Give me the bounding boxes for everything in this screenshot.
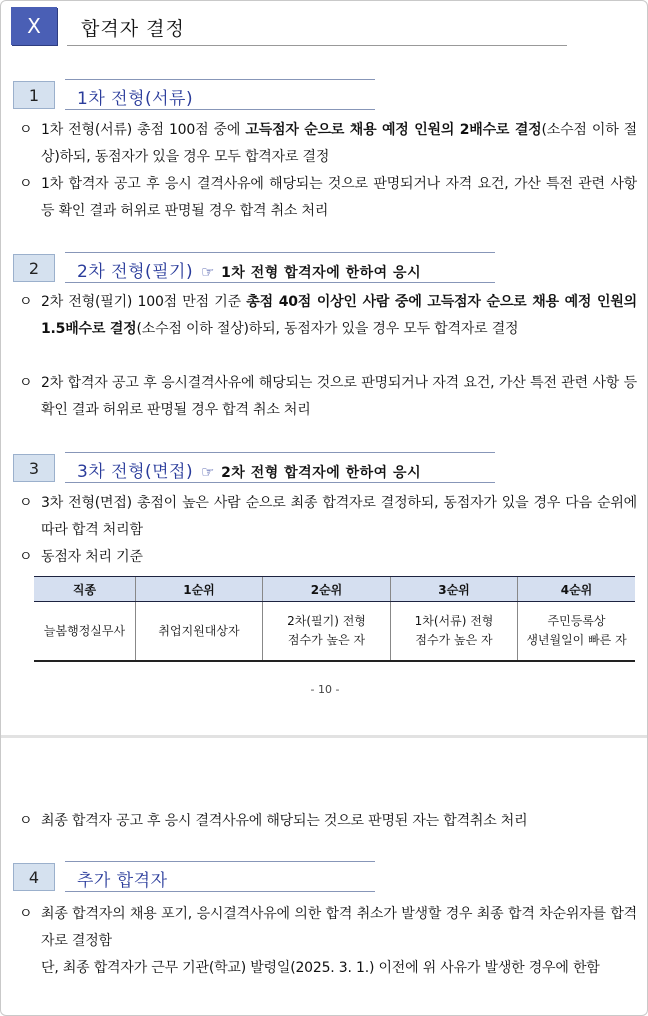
table-cell: 2차(필기) 전형 점수가 높은 자 — [263, 602, 391, 662]
section-3-paragraph-2: ㅇ 동점자 처리 기준 — [19, 544, 637, 571]
section-3-title: 3차 전형(면접) ☞ 2차 전형 합격자에 한하여 응시 — [77, 462, 422, 482]
bullet-icon: ㅇ — [19, 495, 33, 511]
section-1-paragraph-1: ㅇ 1차 전형(서류) 총점 100점 중에 고득점자 순으로 채용 예정 인원의 2배수로 결정(소수점 이하 절상)하되, 동점자가 있을 경우 모두 합격자로 결정 — [19, 117, 637, 171]
table-cell: 취업지원대상자 — [136, 602, 263, 662]
bullet-icon: ㅇ — [19, 375, 33, 391]
section-2-paragraph-1: ㅇ 2차 전형(필기) 100점 만점 기준 총점 40점 이상인 사람 중에 고득점자 순으로 채용 예정 인원의 1.5배수로 결정(소수점 이하 절상)하되, 동점자가 있을 경우 모두 합격자로 결정 — [19, 289, 637, 343]
bullet-icon: ㅇ — [19, 176, 33, 192]
section-3-underline — [65, 482, 495, 483]
table-header-cell: 1순위 — [136, 577, 263, 602]
section-4-paragraph-1: ㅇ 최종 합격자의 채용 포기, 응시결격사유에 의한 합격 취소가 발생할 경우 최종 합격 차순위자를 합격자로 결정함 단, 최종 합격자가 근무 기관(학교) 발령일(2025. 3. 1.) 이전에 위 사유가 발생한 경우에 한함 — [19, 901, 637, 982]
page-break-divider — [1, 735, 648, 738]
section-1-line — [65, 79, 375, 80]
tie-break-table — [34, 576, 635, 662]
table-header-cell: 3순위 — [391, 577, 518, 602]
chapter-title-underline — [67, 45, 567, 46]
section-4-line — [65, 861, 375, 862]
section-2-title: 2차 전형(필기) ☞ 1차 전형 합격자에 한하여 응시 — [77, 262, 422, 282]
bullet-icon: ㅇ — [19, 549, 33, 565]
table-header-cell: 2순위 — [263, 577, 391, 602]
table-header-cell: 직종 — [34, 577, 136, 602]
pointing-hand-icon: ☞ — [201, 263, 216, 281]
section-4-underline — [65, 891, 375, 892]
section-2-number: 2 — [13, 254, 55, 282]
section-2-line — [65, 252, 495, 253]
section-2-underline — [65, 282, 495, 283]
table-cell: 주민등록상 생년월일이 빠른 자 — [518, 602, 636, 662]
page-number: - 10 - — [310, 683, 340, 696]
pointing-hand-icon: ☞ — [201, 463, 216, 481]
bullet-icon: ㅇ — [19, 294, 33, 310]
table-cell: 1차(서류) 전형 점수가 높은 자 — [391, 602, 518, 662]
section-3-paragraph-1: ㅇ 3차 전형(면접) 총점이 높은 사람 순으로 최종 합격자로 결정하되, 동점자가 있을 경우 다음 순위에 따라 합격 처리함 — [19, 490, 637, 544]
section-4-title: 추가 합격자 — [77, 871, 168, 891]
table-header-row — [34, 577, 635, 602]
section-1-underline — [65, 109, 375, 110]
bullet-icon: ㅇ — [19, 122, 33, 138]
section-3-paragraph-3: ㅇ 최종 합격자 공고 후 응시 결격사유에 해당되는 것으로 판명된 자는 합격취소 처리 — [19, 808, 637, 835]
section-2-paragraph-2: ㅇ 2차 합격자 공고 후 응시결격사유에 해당되는 것으로 판명되거나 자격 요건, 가산 특전 관련 사항 등 확인 결과 허위로 판명될 경우 합격 취소 처리 — [19, 370, 637, 424]
table-header-cell: 4순위 — [518, 577, 636, 602]
section-4-number: 4 — [13, 863, 55, 891]
section-3-line — [65, 452, 495, 453]
section-1-paragraph-2: ㅇ 1차 합격자 공고 후 응시 결격사유에 해당되는 것으로 판명되거나 자격 요건, 가산 특전 관련 사항 등 확인 결과 허위로 판명될 경우 합격 취소 처리 — [19, 171, 637, 225]
chapter-number-box: X — [11, 7, 57, 45]
section-1-number: 1 — [13, 81, 55, 109]
bullet-icon: ㅇ — [19, 906, 33, 922]
section-4-note: 단, 최종 합격자가 근무 기관(학교) 발령일(2025. 3. 1.) 이전에 위 사유가 발생한 경우에 한함 — [41, 960, 600, 976]
chapter-title: 합격자 결정 — [81, 18, 185, 40]
section-1-title: 1차 전형(서류) — [77, 89, 194, 109]
section-3-number: 3 — [13, 454, 55, 482]
bullet-icon: ㅇ — [19, 813, 33, 829]
table-cell: 늘봄행정실무사 — [34, 602, 136, 662]
table-row — [34, 602, 635, 662]
